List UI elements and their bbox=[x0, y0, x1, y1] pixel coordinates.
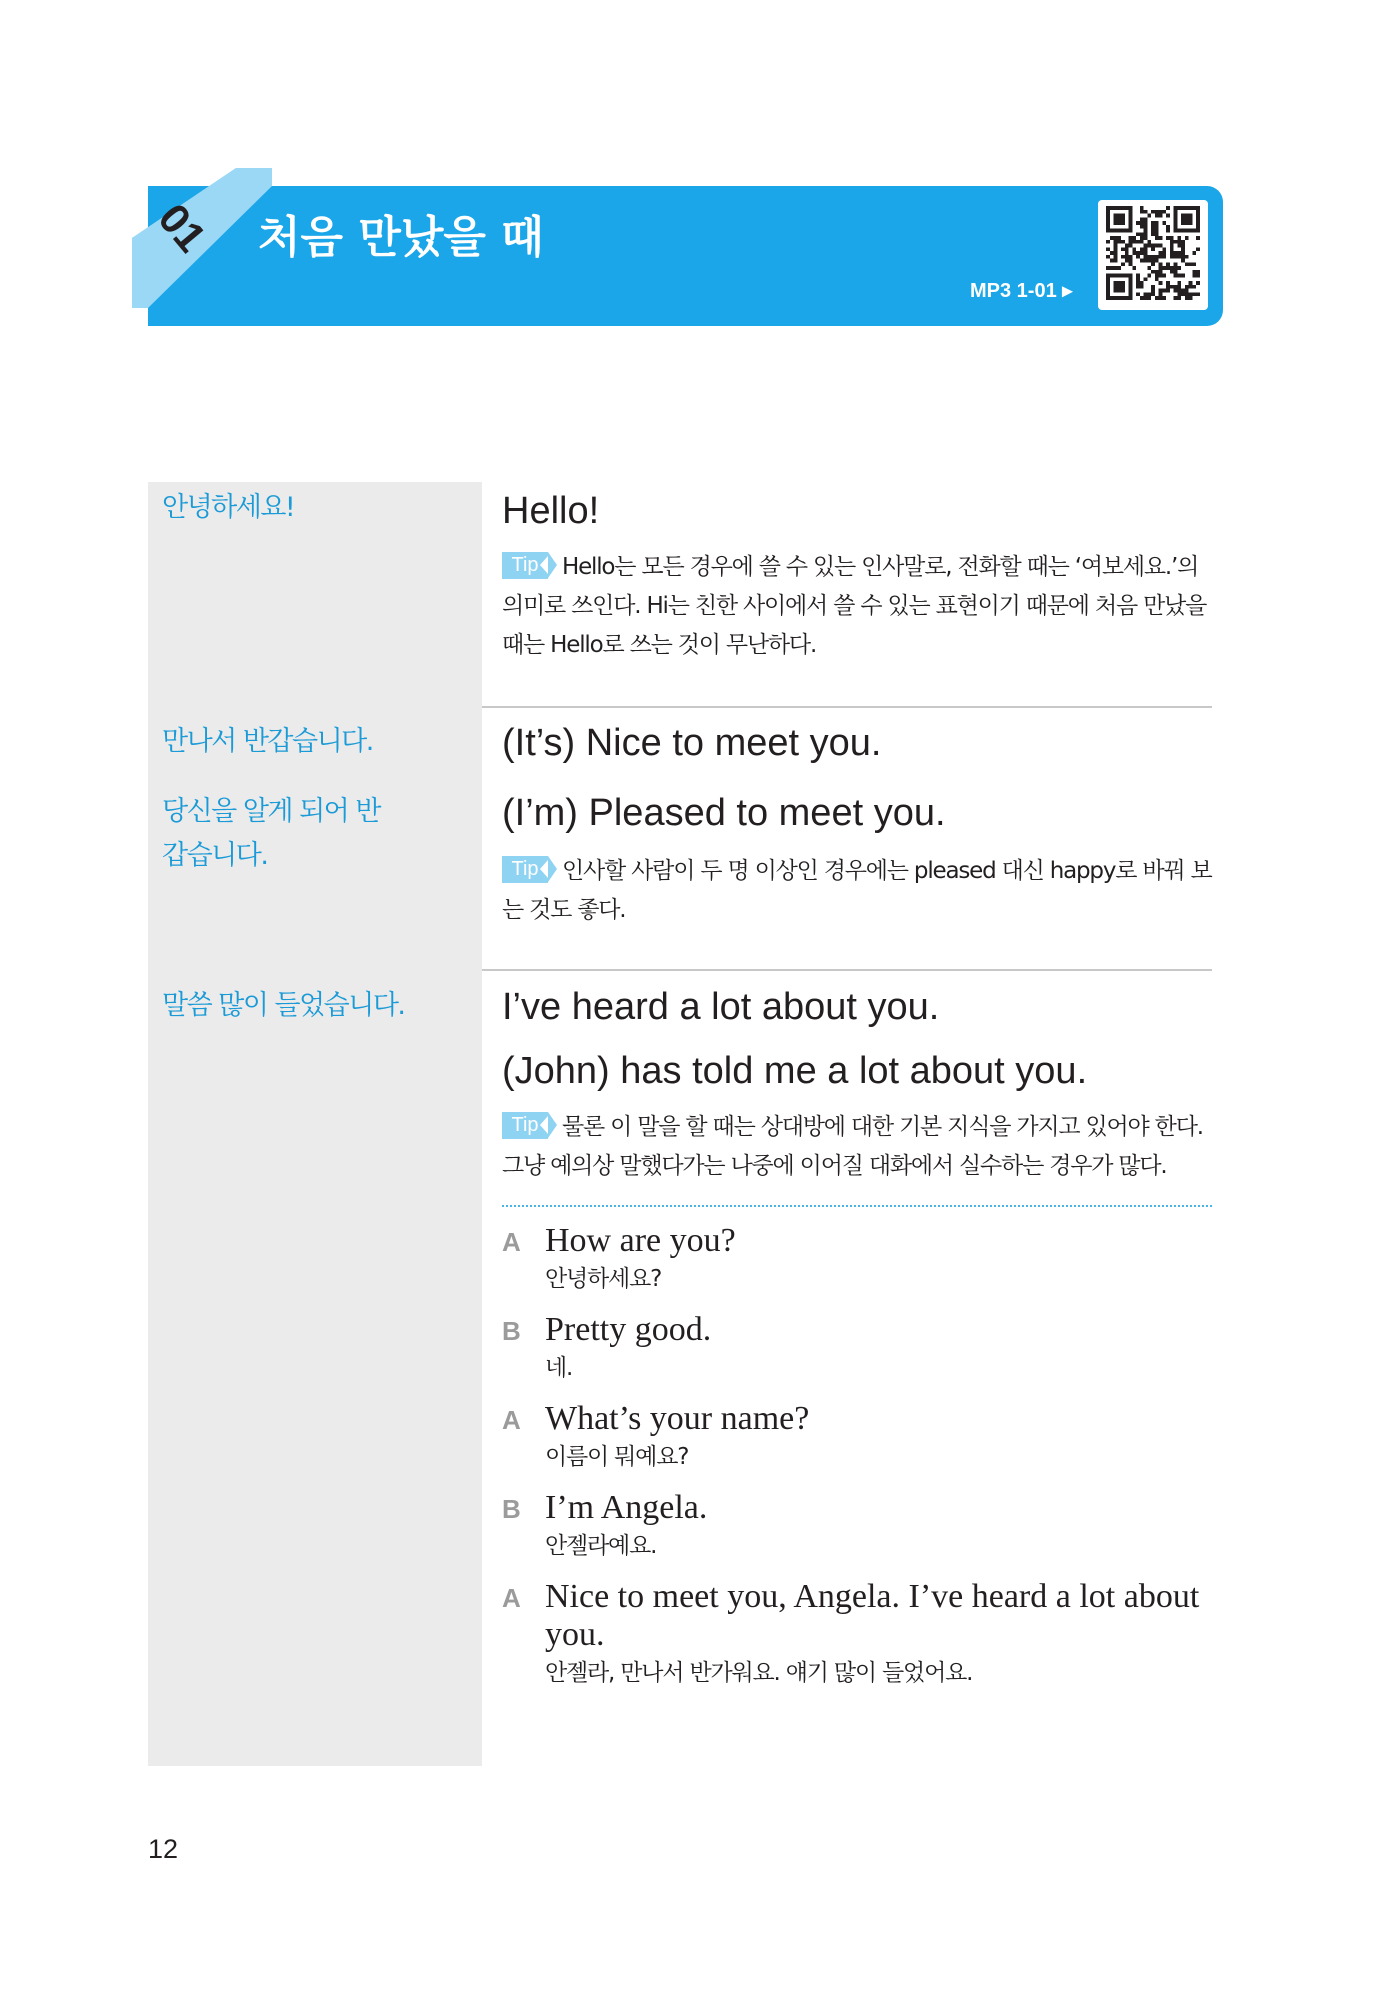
dialogue-english: I’m Angela. bbox=[545, 1489, 708, 1526]
korean-expression: 안녕하세요! bbox=[162, 492, 295, 523]
page-number: 12 bbox=[148, 1834, 179, 1864]
dialogue-korean: 안녕하세요? bbox=[545, 1266, 662, 1292]
lesson-title: 처음 만났을 때 bbox=[258, 212, 544, 263]
dialogue-korean: 이름이 뭐예요? bbox=[545, 1444, 689, 1470]
dialogue-speaker: B bbox=[502, 1316, 521, 1346]
english-expression: I’ve heard a lot about you. bbox=[502, 986, 940, 1028]
tip-text: Hello는 모든 경우에 쓸 수 있는 인사말로, 전화할 때는 ‘여보세요.’의 의미로 쓰인다. Hi는 친한 사이에서 쓸 수 있는 표현이기 때문에 처음 만났을 때는 Hello로 쓰는 것이 무난하다. bbox=[502, 554, 1207, 658]
english-expression: Hello! bbox=[502, 490, 600, 532]
dialogue-speaker: A bbox=[502, 1227, 521, 1257]
tip-text: 물론 이 말을 할 때는 상대방에 대한 기본 지식을 가지고 있어야 한다. 그냥 예의상 말했다가는 나중에 이어질 대화에서 실수하는 경우가 많다. bbox=[502, 1114, 1203, 1179]
tip-text: 인사할 사람이 두 명 이상인 경우에는 pleased 대신 happy로 바꿔 보는 것도 좋다. bbox=[502, 858, 1212, 923]
dialogue-english: Pretty good. bbox=[545, 1311, 712, 1348]
korean-expression: 말씀 많이 들었습니다. bbox=[162, 990, 405, 1021]
english-expression: (I’m) Pleased to meet you. bbox=[502, 792, 946, 834]
tip-note bbox=[502, 1108, 1214, 1186]
tip-note bbox=[502, 548, 1214, 665]
english-expression: (It’s) Nice to meet you. bbox=[502, 722, 882, 764]
korean-expression: 당신을 알게 되어 반갑습니다. bbox=[162, 796, 380, 871]
tip-badge: Tip bbox=[502, 856, 548, 883]
dialogue-korean: 안젤라, 만나서 반가워요. 얘기 많이 들었어요. bbox=[545, 1660, 973, 1686]
dialogue-speaker: B bbox=[502, 1494, 521, 1524]
english-expression: (John) has told me a lot about you. bbox=[502, 1050, 1088, 1092]
qr-code-icon bbox=[1106, 206, 1200, 300]
dialogue-english: Nice to meet you, Angela. I’ve heard a lot about you. bbox=[545, 1578, 1200, 1653]
dialogue-separator bbox=[502, 1205, 1212, 1207]
korean-expression: 만나서 반갑습니다. bbox=[162, 726, 373, 757]
dialogue-speaker: A bbox=[502, 1583, 521, 1613]
dialogue-speaker: A bbox=[502, 1405, 521, 1435]
mp3-track-label[interactable]: MP3 1-01 ▸ bbox=[970, 280, 1073, 302]
dialogue-english: What’s your name? bbox=[545, 1400, 810, 1437]
tip-badge: Tip bbox=[502, 552, 548, 579]
korean-column bbox=[148, 482, 482, 1766]
dialogue-english: How are you? bbox=[545, 1222, 736, 1259]
dialogue-korean: 네. bbox=[545, 1355, 573, 1381]
tip-note bbox=[502, 852, 1214, 930]
lesson-number: 01 bbox=[149, 194, 216, 261]
dialogue-korean: 안젤라예요. bbox=[545, 1533, 657, 1559]
tip-badge: Tip bbox=[502, 1112, 548, 1139]
